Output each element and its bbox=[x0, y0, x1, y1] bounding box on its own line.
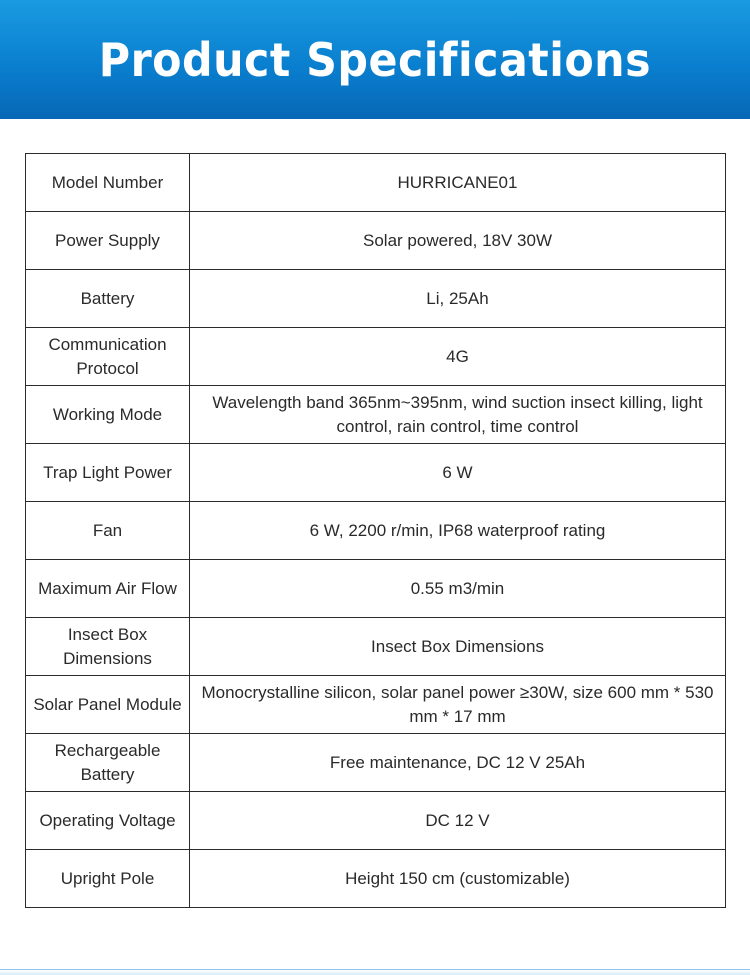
spec-label: Trap Light Power bbox=[26, 444, 190, 502]
spec-value: Solar powered, 18V 30W bbox=[190, 212, 726, 270]
spec-label: Maximum Air Flow bbox=[26, 560, 190, 618]
spec-value: DC 12 V bbox=[190, 792, 726, 850]
spec-label: Operating Voltage bbox=[26, 792, 190, 850]
table-row bbox=[26, 792, 726, 850]
table-row bbox=[26, 386, 726, 444]
table-row bbox=[26, 444, 726, 502]
table-row bbox=[26, 850, 726, 908]
spec-value: Wavelength band 365nm~395nm, wind suction insect killing, light control, rain control, time control bbox=[190, 386, 726, 444]
spec-value: 6 W bbox=[190, 444, 726, 502]
table-row bbox=[26, 734, 726, 792]
spec-label: Power Supply bbox=[26, 212, 190, 270]
footer-divider bbox=[0, 969, 750, 975]
table-row bbox=[26, 328, 726, 386]
spec-label: Communication Protocol bbox=[26, 328, 190, 386]
spec-label: Upright Pole bbox=[26, 850, 190, 908]
spec-table bbox=[25, 153, 726, 908]
spec-label: Working Mode bbox=[26, 386, 190, 444]
spec-label: Model Number bbox=[26, 154, 190, 212]
spec-value: 0.55 m3/min bbox=[190, 560, 726, 618]
table-row bbox=[26, 676, 726, 734]
spec-value: 6 W, 2200 r/min, IP68 waterproof rating bbox=[190, 502, 726, 560]
table-row bbox=[26, 502, 726, 560]
page-title: Product Specifications bbox=[98, 32, 652, 87]
table-row bbox=[26, 154, 726, 212]
table-row bbox=[26, 212, 726, 270]
spec-value: HURRICANE01 bbox=[190, 154, 726, 212]
spec-label: Solar Panel Module bbox=[26, 676, 190, 734]
header-banner bbox=[0, 0, 750, 119]
spec-value: 4G bbox=[190, 328, 726, 386]
table-row bbox=[26, 560, 726, 618]
spec-value: Height 150 cm (customizable) bbox=[190, 850, 726, 908]
spec-label: Battery bbox=[26, 270, 190, 328]
table-row bbox=[26, 618, 726, 676]
spec-label: Rechargeable Battery bbox=[26, 734, 190, 792]
spec-value: Monocrystalline silicon, solar panel power ≥30W, size 600 mm * 530 mm * 17 mm bbox=[190, 676, 726, 734]
spec-value: Insect Box Dimensions bbox=[190, 618, 726, 676]
table-row bbox=[26, 270, 726, 328]
spec-label: Fan bbox=[26, 502, 190, 560]
spec-value: Li, 25Ah bbox=[190, 270, 726, 328]
spec-label: Insect Box Dimensions bbox=[26, 618, 190, 676]
spec-value: Free maintenance, DC 12 V 25Ah bbox=[190, 734, 726, 792]
